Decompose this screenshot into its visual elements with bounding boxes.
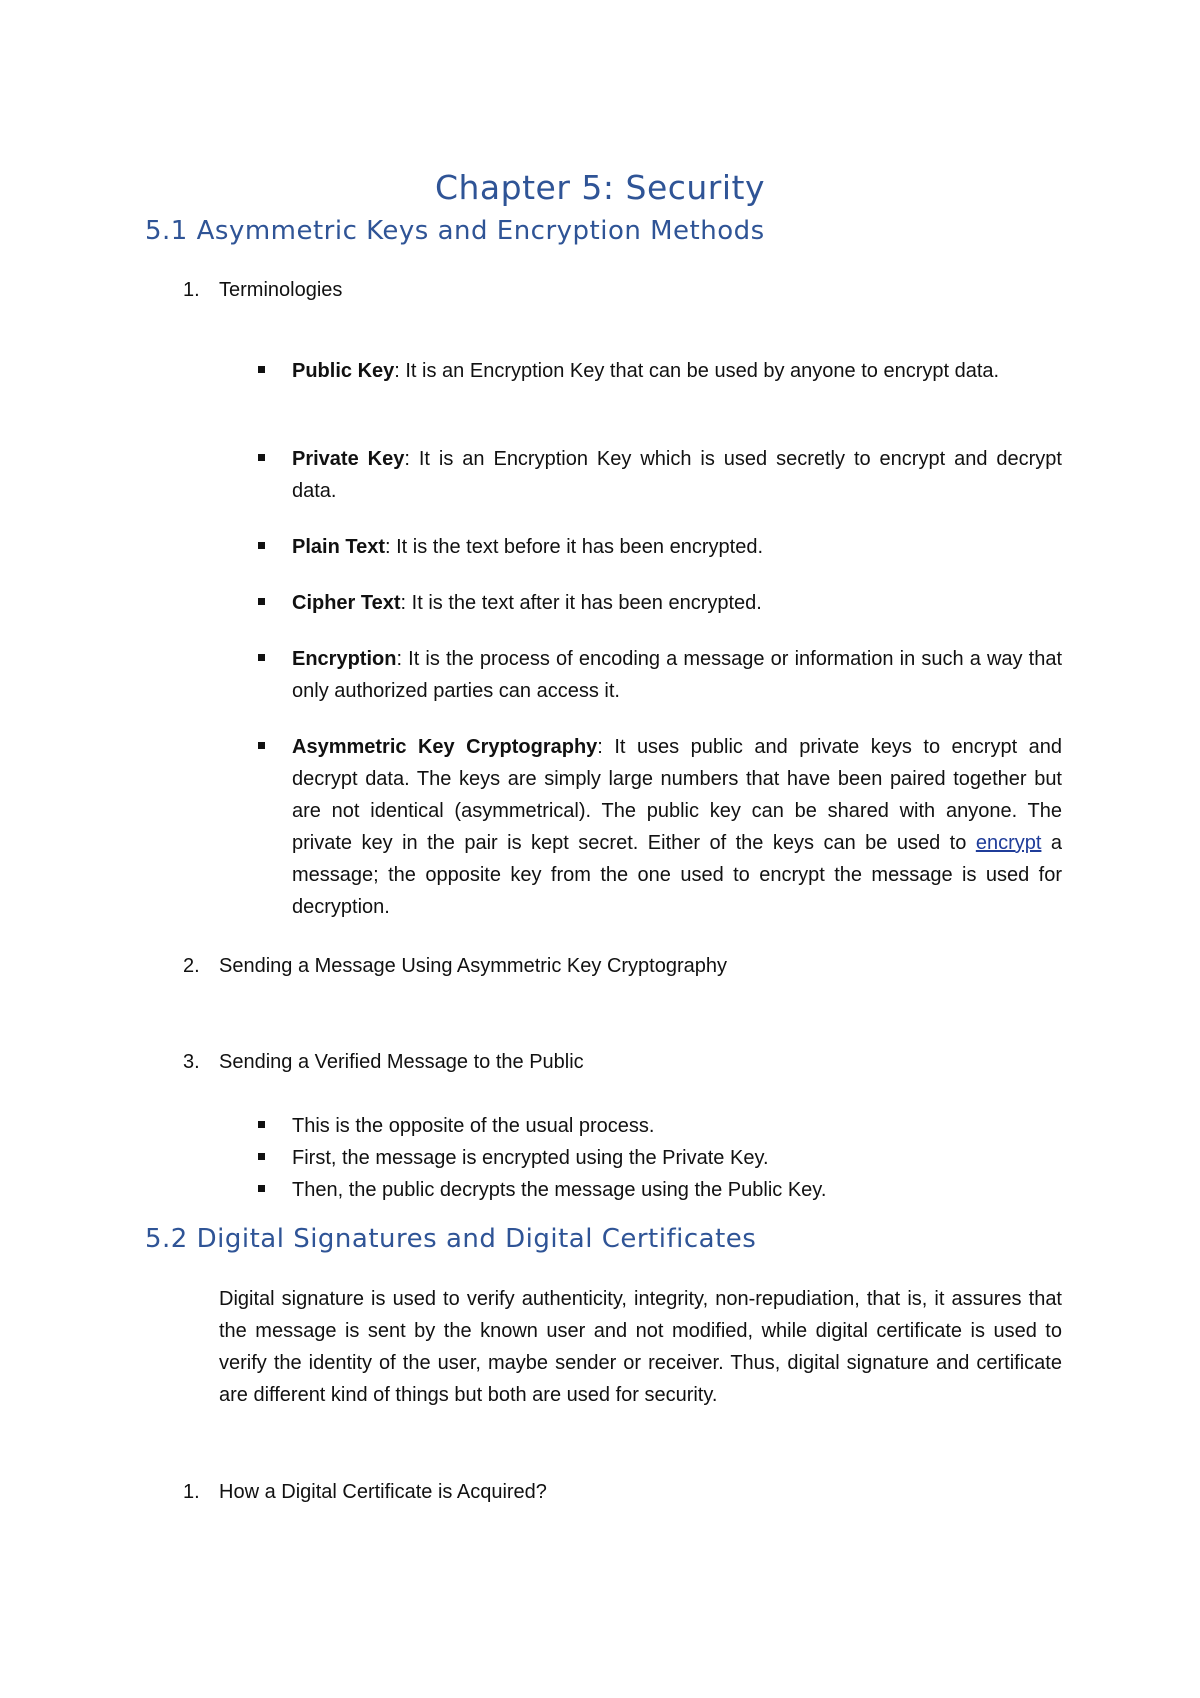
square-bullet-icon (258, 366, 265, 373)
term-label: Encryption (292, 648, 397, 670)
bullet-cipher-text (292, 587, 1062, 619)
item-text: How a Digital Certificate is Acquired? (219, 1481, 547, 1503)
square-bullet-icon (258, 1153, 265, 1160)
step-text: This is the opposite of the usual process. (292, 1115, 655, 1137)
term-definition: : It is the text before it has been encrypted. (385, 536, 763, 558)
item-number: 2. (183, 955, 200, 977)
item-number: 1. (183, 279, 200, 301)
section-heading-5-1: 5.1 Asymmetric Keys and Encryption Methods (145, 216, 765, 246)
square-bullet-icon (258, 1185, 265, 1192)
item-text: Terminologies (219, 279, 343, 301)
step-text: Then, the public decrypts the message using the Public Key. (292, 1179, 827, 1201)
square-bullet-icon (258, 1121, 265, 1128)
term-definition: : It is an Encryption Key that can be used by anyone to encrypt data. (394, 360, 1000, 382)
step-text: First, the message is encrypted using the Private Key. (292, 1147, 769, 1169)
term-label: Private Key (292, 448, 405, 470)
bullet-verified-step-3 (292, 1174, 1062, 1206)
bullet-verified-step-2 (292, 1142, 1062, 1174)
term-label: Public Key (292, 360, 395, 382)
square-bullet-icon (258, 542, 265, 549)
bullet-public-key (292, 355, 1062, 387)
term-definition: : It is the text after it has been encrypted. (400, 592, 762, 614)
numbered-item-verified-message (183, 1046, 584, 1078)
numbered-item-digital-certificate (183, 1476, 547, 1508)
section-heading-5-2: 5.2 Digital Signatures and Digital Certificates (145, 1224, 757, 1254)
square-bullet-icon (258, 598, 265, 605)
term-label: Plain Text (292, 536, 385, 558)
square-bullet-icon (258, 742, 265, 749)
encrypt-link[interactable]: encrypt (975, 832, 1042, 854)
bullet-plain-text (292, 531, 1062, 563)
term-definition-part-1: : It uses public and private keys to encrypt and decrypt data. The keys are simply large numbers that have been paired together but are not identical (asymmetrical). The public key can be shared with anyone. The private key in the pair is kept secret. Either of the keys can be used to (292, 736, 1062, 854)
term-definition: : It is an Encryption Key which is used secretly to encrypt and decrypt data. (292, 448, 1062, 502)
item-text: Sending a Verified Message to the Public (219, 1051, 584, 1073)
bullet-private-key (292, 443, 1062, 507)
term-label: Cipher Text (292, 592, 401, 614)
term-definition-part-2: a message; the opposite key from the one used to encrypt the message is used for decryption. (292, 832, 1063, 918)
square-bullet-icon (258, 654, 265, 661)
item-text: Sending a Message Using Asymmetric Key Cryptography (219, 955, 728, 977)
digital-signature-paragraph: Digital signature is used to verify authenticity, integrity, non-repudiation, that is, it assures that the message is sent by the known user and not modified, while digital certificate is used to verify the identity of the user, maybe sender or receiver. Thus, digital signature and certificate are different kind of things but both are used for security. (219, 1288, 1062, 1406)
numbered-item-sending-message (183, 950, 727, 982)
bullet-encryption (292, 643, 1062, 707)
numbered-item-terminologies (183, 274, 342, 306)
item-number: 3. (183, 1051, 200, 1073)
term-label: Asymmetric Key Cryptography (292, 736, 598, 758)
bullet-asymmetric-key-cryptography (292, 731, 1062, 923)
chapter-title: Chapter 5: Security (434, 168, 766, 207)
item-number: 1. (183, 1481, 200, 1503)
term-definition: : It is the process of encoding a message or information in such a way that only authorized parties can access it. (292, 648, 1062, 702)
square-bullet-icon (258, 454, 265, 461)
bullet-verified-step-1 (292, 1110, 1062, 1142)
